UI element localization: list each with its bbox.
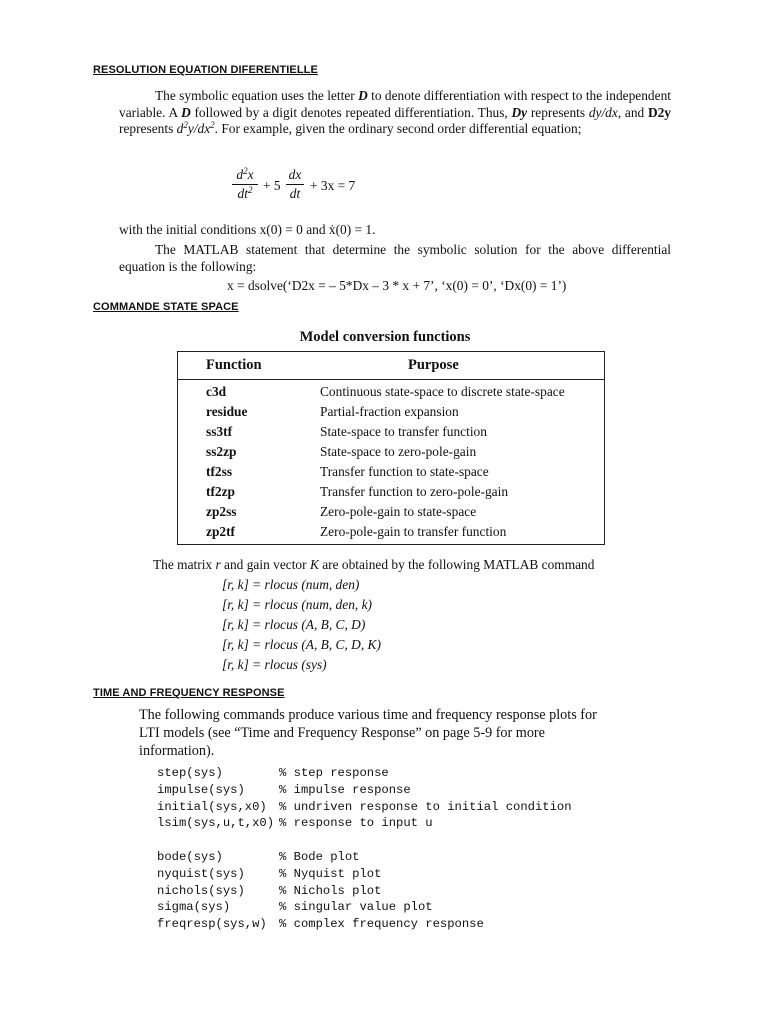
- code-line: sigma(sys) % singular value plot: [157, 900, 433, 915]
- equation-rest: + 3x = 7: [310, 178, 356, 193]
- rlocus-command: [r, k] = rlocus (A, B, C, D): [222, 617, 366, 632]
- initial-conditions-line: with the initial conditions x(0) = 0 and ẋ(0) = 1.: [119, 222, 376, 237]
- code-block-frequency-response: [157, 849, 484, 933]
- section-heading-state-space: COMMANDE STATE SPACE: [93, 301, 239, 313]
- intro-line: information).: [139, 743, 215, 759]
- intro-line: LTI models (see “Time and Frequency Response” on page 5-9 for more: [139, 725, 545, 741]
- table-caption: Model conversion functions: [299, 329, 471, 345]
- rlocus-command: [r, k] = rlocus (num, den, k): [222, 597, 372, 612]
- code-line: lsim(sys,u,t,x0) % response to input u: [157, 816, 433, 831]
- section-heading-time-frequency: TIME AND FREQUENCY RESPONSE: [93, 687, 285, 699]
- table-row: tf2zp Transfer function to zero-pole-gain: [206, 484, 509, 499]
- rlocus-command: [r, k] = rlocus (num, den): [222, 577, 360, 592]
- table-row: c3d Continuous state-space to discrete state-space: [206, 384, 565, 399]
- first-derivative-fraction: dx dt: [286, 167, 304, 202]
- code-line: impulse(sys) % impulse response: [157, 782, 411, 797]
- column-header-function: Function: [206, 357, 262, 373]
- code-line: step(sys) % step response: [157, 766, 389, 780]
- table-row: ss3tf State-space to transfer function: [206, 424, 487, 439]
- code-line: nichols(sys) % Nichols plot: [157, 883, 382, 898]
- table-row: zp2ss Zero-pole-gain to state-space: [206, 504, 477, 519]
- table-row: zp2tf Zero-pole-gain to transfer function: [206, 524, 507, 539]
- model-conversion-table: [177, 351, 605, 545]
- table-row: ss2zp State-space to zero-pole-gain: [206, 444, 477, 459]
- code-line: initial(sys,x0) % undriven response to initial condition: [157, 799, 572, 814]
- code-line: freqresp(sys,w) % complex frequency response: [157, 917, 484, 932]
- table-row: residue Partial-fraction expansion: [206, 404, 459, 419]
- second-derivative-fraction: $d^2x$ $dt^2$: [232, 167, 258, 202]
- code-line: nyquist(sys) % Nyquist plot: [157, 866, 382, 881]
- rlocus-intro: The matrix r and gain vector K are obtained by the following MATLAB command: [153, 557, 595, 572]
- code-line: bode(sys) % Bode plot: [157, 850, 360, 864]
- intro-line: The following commands produce various time and frequency response plots for: [139, 707, 597, 723]
- rlocus-command: [r, k] = rlocus (sys): [222, 657, 327, 672]
- table-row: tf2ss Transfer function to state-space: [206, 464, 489, 479]
- section-heading-differential-equation: RESOLUTION EQUATION DIFERENTIELLE: [93, 64, 318, 76]
- equation-coefficient: + 5: [263, 178, 281, 193]
- code-block-time-response: [157, 765, 572, 832]
- rlocus-command: [r, k] = rlocus (A, B, C, D, K): [222, 637, 381, 652]
- column-header-purpose: Purpose: [408, 357, 459, 373]
- table-header-row: [178, 352, 604, 380]
- matlab-statement-paragraph: The MATLAB statement that determine the symbolic solution for the above differential equation is the following:: [119, 242, 671, 274]
- symbolic-equation-paragraph: The symbolic equation uses the letter D to denote differentiation with respect to the independent variable. A D followed by a digit denotes repeated differentiation. Thus, Dy represents dy/dx, and D2y represents $d^2y/dx^2$. For example, given the ordinary second order differential equation;: [119, 88, 671, 136]
- dsolve-command: x = dsolve(‘D2x = – 5*Dx – 3 * x + 7’, ‘x(0) = 0’, ‘Dx(0) = 1’): [227, 278, 567, 293]
